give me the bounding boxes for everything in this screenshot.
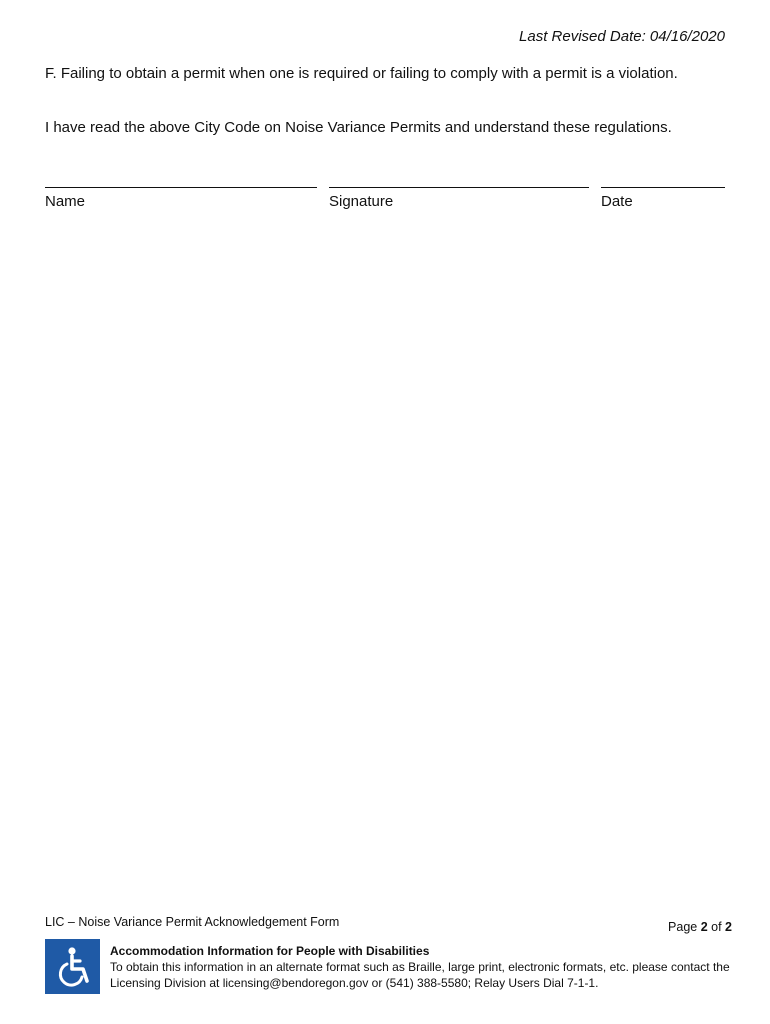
page-number <box>668 920 732 934</box>
last-revised-date: Last Revised Date: 04/16/2020 <box>519 28 725 45</box>
name-line[interactable] <box>45 187 317 188</box>
page-separator: of <box>707 920 726 934</box>
page-total: 2 <box>725 920 732 934</box>
name-label: Name <box>45 193 86 210</box>
signature-line[interactable] <box>329 187 589 188</box>
date-line[interactable] <box>601 187 725 188</box>
accommodation-text: To obtain this information in an alternate format such as Braille, large print, electronic formats, etc. please contact the Licensing Division at licensing@bendoregon.gov or (541) 388-5580; Relay Users Dial 7-1-1. <box>110 960 730 990</box>
form-name: LIC – Noise Variance Permit Acknowledgement Form <box>45 915 340 929</box>
page-prefix: Page <box>668 920 701 934</box>
wheelchair-accessibility-icon <box>45 939 100 994</box>
date-label: Date <box>601 193 633 210</box>
acknowledgement-text: I have read the above City Code on Noise Variance Permits and understand these regulations. <box>45 119 672 136</box>
item-f-text: F. Failing to obtain a permit when one is required or failing to comply with a permit is a violation. <box>45 65 678 82</box>
signature-label: Signature <box>329 193 394 210</box>
accommodation-title: Accommodation Information for People with Disabilities <box>110 944 430 958</box>
page-current: 2 <box>700 920 708 934</box>
